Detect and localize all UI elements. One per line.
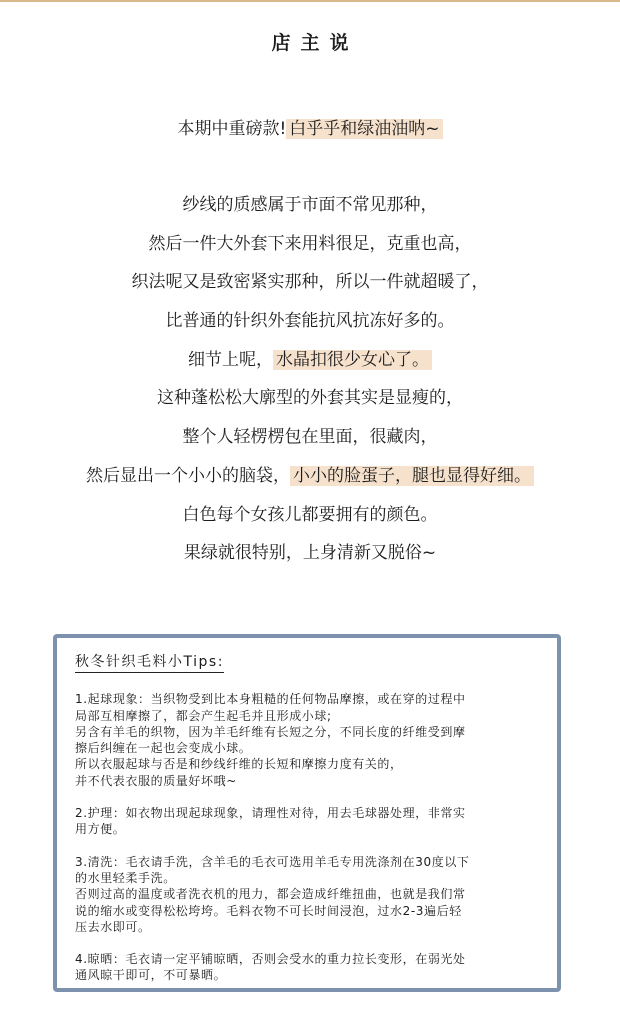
tip-line: 2.护理：如衣物出现起球现象，请理性对待，用去毛球器处理，非常实 [75,806,466,821]
desc-line: 白色每个女孩儿都要拥有的颜色。 [182,504,438,525]
tip-line: 的水里轻柔手洗。 [75,870,176,885]
tip-item [75,691,541,789]
desc-line: 纱线的质感属于市面不常见那种， [182,195,438,215]
desc-text: 细节上呢， [188,349,273,370]
intro-line [0,116,620,142]
top-divider [0,0,620,2]
desc-text: 然后显出一个小小的脑袋， [86,465,290,486]
desc-line: 比普通的针织外套能抗风抗冻好多的。 [165,311,455,332]
tip-item [75,951,541,984]
intro-highlight: 白乎乎和绿油油呐~ [286,119,442,139]
tip-line: 1.起球现象：当织物受到比本身粗糙的任何物品摩擦，或在穿的过程中 [75,692,466,707]
tip-line: 否则过高的温度或者洗衣机的甩力，都会造成纤维扭曲，也就是我们常 [75,887,466,902]
desc-line: 果绿就很特别，上身清新又脱俗~ [183,543,437,564]
tips-box [53,634,561,992]
desc-line [0,345,620,384]
desc-highlight: 水晶扣很少女心了。 [273,350,432,370]
desc-line: 这种蓬松松大廓型的外套其实是显瘦的， [157,388,463,409]
tip-item [75,854,541,935]
description [0,190,620,577]
tip-line: 擦后纠缠在一起也会变成小球。 [75,741,252,756]
tip-line: 局部互相摩擦了，都会产生起毛并且形成小球; [75,708,332,723]
tip-line: 4.晾晒：毛衣请一定平铺晾晒，否则会受水的重力拉长变形，在弱光处 [75,952,466,967]
tip-line: 所以衣服起球与否是和纱线纤维的长短和摩擦力度有关的， [75,757,403,772]
tip-line: 通风晾干即可，不可暴晒。 [75,968,227,983]
tip-line: 说的缩水或变得松松垮垮。毛料衣物不可长时间浸泡，过水2-3遍后轻 [75,903,462,918]
tip-line: 另含有羊毛的织物，因为羊毛纤维有长短之分，不同长度的纤维受到摩 [75,724,466,739]
tip-line: 压去水即可。 [75,919,151,934]
intro-prefix: 本期中重磅款! [177,119,287,139]
desc-line: 整个人轻楞楞包在里面，很藏肉， [182,427,438,448]
tips-title: 秋冬针织毛料小Tips: [75,654,224,673]
page-title: 店主说 [271,32,359,54]
tip-line: 用方便。 [75,822,126,837]
desc-highlight: 小小的脸蛋子，腿也显得好细。 [290,466,534,486]
desc-line: 然后一件大外套下来用料很足，克重也高， [148,233,472,254]
tip-line: 3.清洗：毛衣请手洗，含羊毛的毛衣可选用羊毛专用洗涤剂在30度以下 [75,854,470,869]
tip-line: 并不代表衣服的质量好坏哦~ [75,773,237,788]
tip-item [75,805,541,838]
desc-line: 织法呢又是致密紧实那种，所以一件就超暖了， [131,272,489,293]
desc-line [0,461,620,500]
